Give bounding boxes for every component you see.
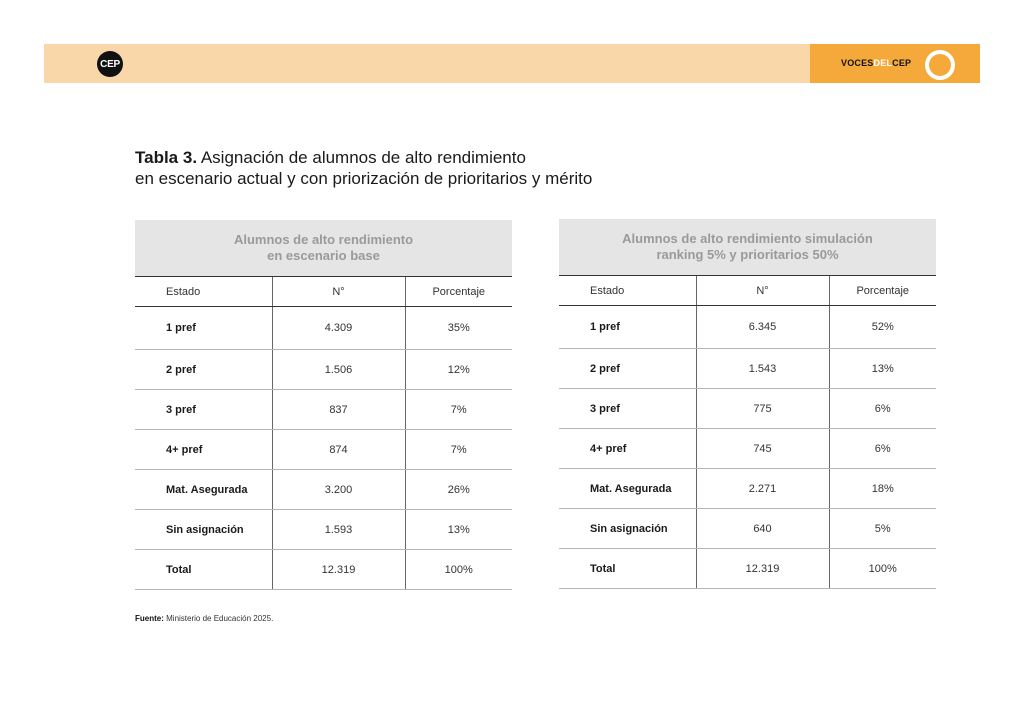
column-header-estado: Estado xyxy=(559,276,696,306)
row-label: 1 pref xyxy=(135,307,272,350)
table-row xyxy=(135,350,512,390)
row-label: Sin asignación xyxy=(559,509,696,549)
table-row xyxy=(559,349,936,389)
title-prefix: Tabla 3. xyxy=(135,148,198,167)
title-line2: en escenario actual y con priorización de prioritarios y mérito xyxy=(135,169,593,188)
row-label: Total xyxy=(135,550,272,590)
table-cell: 6% xyxy=(829,389,936,429)
table-group-header: Alumnos de alto rendimiento en escenario base xyxy=(135,220,512,277)
table-row xyxy=(559,389,936,429)
header-banner xyxy=(44,44,980,83)
table-cell: 3.200 xyxy=(272,470,405,510)
table-row-total xyxy=(559,549,936,589)
table-row xyxy=(559,469,936,509)
column-header-n: N° xyxy=(696,276,829,306)
table-cell: 12% xyxy=(405,350,512,390)
table-cell: 100% xyxy=(405,550,512,590)
column-header-porcentaje: Porcentaje xyxy=(829,276,936,306)
table-row xyxy=(135,307,512,350)
row-label: 1 pref xyxy=(559,306,696,349)
table-row xyxy=(135,390,512,430)
row-label: 2 pref xyxy=(559,349,696,389)
table-simulation-scenario xyxy=(559,219,936,589)
column-header-n: N° xyxy=(272,277,405,307)
table-cell: 775 xyxy=(696,389,829,429)
row-label: Mat. Asegurada xyxy=(559,469,696,509)
voces-del-cep-badge xyxy=(810,44,980,83)
table-cell: 2.271 xyxy=(696,469,829,509)
table-cell: 7% xyxy=(405,430,512,470)
row-label: 2 pref xyxy=(135,350,272,390)
voces-del-cep-logo-text: VOCESDELCEP xyxy=(841,58,912,68)
title-line1: Asignación de alumnos de alto rendimiento xyxy=(200,148,526,167)
table-row xyxy=(135,470,512,510)
table-cell: 35% xyxy=(405,307,512,350)
table-cell: 26% xyxy=(405,470,512,510)
table-cell: 12.319 xyxy=(272,550,405,590)
table-base-scenario xyxy=(135,220,512,590)
table-row xyxy=(135,430,512,470)
row-label: Sin asignación xyxy=(135,510,272,550)
table-row xyxy=(559,429,936,469)
table-cell: 745 xyxy=(696,429,829,469)
table-row xyxy=(559,306,936,349)
row-label: Total xyxy=(559,549,696,589)
table-cell: 1.506 xyxy=(272,350,405,390)
table-row xyxy=(135,510,512,550)
row-label: 4+ pref xyxy=(135,430,272,470)
source-label: Fuente: xyxy=(135,614,164,623)
table-cell: 1.543 xyxy=(696,349,829,389)
column-header-porcentaje: Porcentaje xyxy=(405,277,512,307)
column-header-estado: Estado xyxy=(135,277,272,307)
row-label: Mat. Asegurada xyxy=(135,470,272,510)
table-cell: 7% xyxy=(405,390,512,430)
row-label: 4+ pref xyxy=(559,429,696,469)
row-label: 3 pref xyxy=(559,389,696,429)
source-note xyxy=(135,614,273,623)
table-cell: 5% xyxy=(829,509,936,549)
table-group-header: Alumnos de alto rendimiento simulación ranking 5% y prioritarios 50% xyxy=(559,219,936,276)
table-cell: 12.319 xyxy=(696,549,829,589)
table-title xyxy=(135,147,592,189)
table-cell: 6.345 xyxy=(696,306,829,349)
table-cell: 874 xyxy=(272,430,405,470)
cep-logo: CEP xyxy=(97,51,123,77)
table-cell: 6% xyxy=(829,429,936,469)
table-cell: 52% xyxy=(829,306,936,349)
table-cell: 13% xyxy=(405,510,512,550)
table-cell: 18% xyxy=(829,469,936,509)
table-cell: 1.593 xyxy=(272,510,405,550)
ring-logo-icon xyxy=(925,50,955,80)
source-text: Ministerio de Educación 2025. xyxy=(166,614,274,623)
table-row xyxy=(559,509,936,549)
table-row-total xyxy=(135,550,512,590)
table-cell: 837 xyxy=(272,390,405,430)
table-cell: 4.309 xyxy=(272,307,405,350)
table-cell: 13% xyxy=(829,349,936,389)
table-cell: 100% xyxy=(829,549,936,589)
row-label: 3 pref xyxy=(135,390,272,430)
table-cell: 640 xyxy=(696,509,829,549)
